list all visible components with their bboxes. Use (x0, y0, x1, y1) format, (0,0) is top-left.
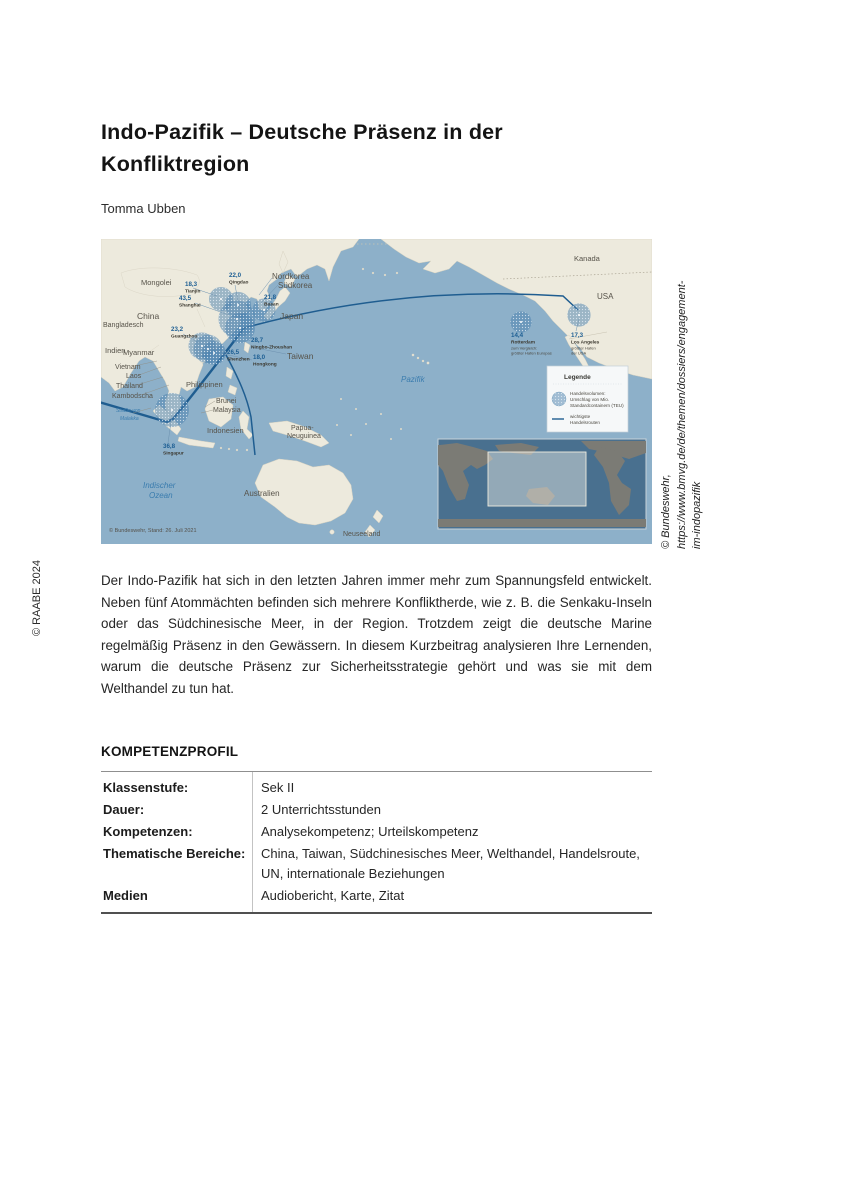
label-kambodscha: Kambodscha (112, 393, 153, 400)
label-neuseeland: Neuseeland (343, 531, 381, 538)
port-shanghai-name: Shanghai (179, 303, 201, 309)
legend-volume-2: Umschlag von Mio. (570, 397, 610, 402)
left-margin-copyright: © RAABE 2024 (31, 560, 43, 636)
port-ningbo-name: Ningbo-Zhoushan (251, 345, 293, 351)
label-malakka-1: Straße von (116, 408, 141, 414)
legend-volume-3: Standardcontainern (TEU) (570, 403, 624, 408)
port-losangeles-note-1: größter Hafen (571, 345, 596, 351)
page-title: Indo-Pazifik – Deutsche Präsenz in der Konfliktregion (101, 120, 503, 176)
port-losangeles-value: 17,3 (571, 332, 584, 339)
row-value-dauer: 2 Unterrichtsstunden (252, 799, 652, 821)
legend-routes-1: wichtigste (570, 414, 591, 419)
label-japan: Japan (280, 311, 304, 321)
label-indischer-ozean-1: Indischer (143, 481, 176, 490)
port-shenzhen-value: 26,5 (227, 349, 240, 356)
label-indonesien: Indonesien (207, 426, 244, 435)
label-taiwan: Taiwan (287, 351, 314, 361)
label-papua-2: Neuguinea (287, 433, 321, 440)
label-pazifik: Pazifik (401, 375, 425, 384)
label-kanada: Kanada (574, 254, 600, 263)
label-laos: Laos (126, 373, 142, 380)
label-indien: Indien (105, 346, 126, 355)
label-thailand: Thailand (116, 383, 143, 390)
label-mongolei: Mongolei (141, 278, 172, 287)
port-shanghai-value: 43,5 (179, 295, 192, 302)
port-guangzhou-value: 23,2 (171, 326, 184, 333)
port-ningbo-value: 28,7 (251, 337, 264, 344)
label-myanmar: Myanmar (123, 348, 155, 357)
label-papua-1: Papua- (291, 425, 314, 432)
port-tianjin-value: 18,3 (185, 281, 198, 288)
label-australien: Australien (244, 489, 280, 498)
map-legend (547, 366, 628, 432)
label-indischer-ozean-2: Ozean (149, 491, 173, 500)
map-attribution: © Bundeswehr, Stand: 26. Juli 2021 (109, 528, 197, 534)
label-usa: USA (597, 292, 614, 301)
row-value-klassenstufe: Sek II (252, 772, 652, 799)
port-hongkong-name: Hongkong (253, 362, 277, 368)
row-label-kompetenzen: Kompetenzen: (103, 823, 193, 839)
port-tianjin-name: Tianjin (185, 289, 201, 295)
legend-title: Legende (564, 374, 591, 381)
label-philippinen: Philippinen (186, 380, 223, 389)
port-qingdao-value: 22,0 (229, 272, 242, 279)
port-hongkong-value: 18,0 (253, 354, 266, 361)
row-value-medien: Audiobericht, Karte, Zitat (252, 885, 652, 912)
port-shenzhen-name: Shenzhen (227, 357, 250, 363)
credit-line-2: https://www.bmvg.de/de/themen/dossiers/engagement- (675, 280, 688, 549)
kompetenzprofil-heading: KOMPETENZPROFIL (101, 743, 239, 759)
port-guangzhou-name: Guangzhou (171, 334, 198, 340)
inset-world-map (438, 439, 646, 529)
label-suedkorea: Südkorea (278, 281, 313, 290)
port-losangeles-note-2: der USA (571, 350, 587, 356)
row-value-kompetenzen: Analysekompetenz; Urteilskompetenz (252, 821, 652, 843)
port-rotterdam-note-1: zum Vergleich: (511, 345, 538, 351)
label-malaysia: Malaysia (213, 407, 241, 414)
port-losangeles-name: Los Angeles (571, 340, 600, 346)
right-margin-credit (659, 281, 706, 549)
label-bangladesch: Bangladesch (103, 322, 144, 329)
credit-line-3: im-indopazifik (691, 481, 703, 549)
row-label-dauer: Dauer: (103, 801, 145, 817)
author-name: Tomma Ubben (101, 201, 186, 216)
label-vietnam: Vietnam (115, 364, 141, 371)
label-malakka-2: Malakka (120, 416, 139, 422)
port-singapur-value: 36,8 (163, 443, 176, 450)
label-brunei: Brunei (216, 398, 237, 405)
label-nordkorea: Nordkorea (272, 272, 310, 281)
row-label-klassenstufe: Klassenstufe: (103, 779, 189, 795)
inset-highlight-extent (488, 452, 586, 506)
port-qingdao-name: Qingdao (229, 280, 249, 286)
intro-paragraph: Der Indo-Pazifik hat sich in den letzten Jahren immer mehr zum Spannungsfeld entwickelt. Neben fünf Atommächten befinden sich mehrere Konfliktherde, wie z. B. die Senkaku-Inseln oder das Südchinesische Meer, in der Region. Trotzdem zeigt die deutsche Marine regelmäßig Präsenz in den Gewässern. In diesem Kurzbeitrag analysieren Ihre Lernenden, warum die deutsche Präsenz zur Sicherheitsstrategie gehört und was sie mit dem Welthandel zu tun hat. (101, 573, 652, 696)
legend-volume-1: Handelsvolumen: (570, 391, 606, 396)
legend-volume-icon (552, 392, 566, 406)
kompetenzprofil-table (101, 771, 652, 914)
port-busan-name: Busan (264, 302, 279, 308)
label-china: China (137, 311, 160, 321)
port-rotterdam-name: Rotterdam (511, 340, 535, 346)
port-rotterdam-note-2: größter Hafen Europas (511, 350, 552, 356)
map-canvas (101, 239, 652, 544)
credit-line-1: © Bundeswehr, (660, 474, 672, 549)
indo-pacific-trade-map (101, 239, 652, 544)
main-content (101, 116, 652, 914)
port-busan-value: 21,8 (264, 294, 277, 301)
port-rotterdam-value: 14,4 (511, 332, 524, 339)
row-value-thematische-bereiche: China, Taiwan, Südchinesisches Meer, Welthandel, Handelsroute, UN, internationale Beziehungen (252, 843, 652, 885)
legend-routes-2: Handelsrouten (570, 420, 600, 425)
row-label-medien: Medien (103, 887, 148, 903)
row-label-thematische-bereiche: Thematische Bereiche: (103, 845, 246, 861)
port-singapur-name: Singapur (163, 451, 184, 457)
